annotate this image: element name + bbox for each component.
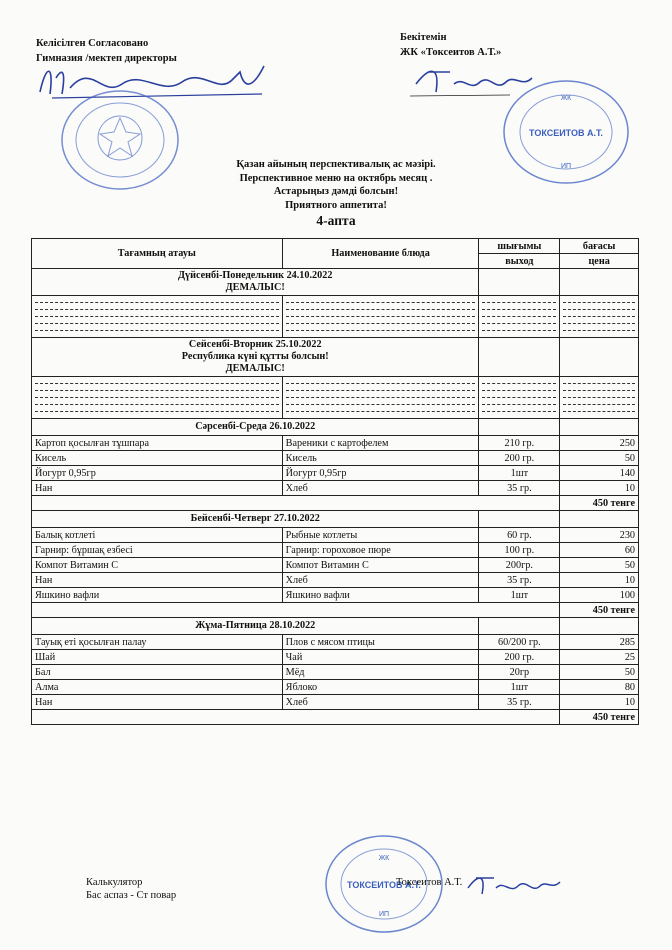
dish-kz: Тауық еті қосылған палау — [32, 635, 283, 650]
table-row — [32, 650, 639, 665]
calculator-label: Калькулятор — [86, 877, 143, 888]
seal-center-text: ТОКСЕИТОВ А.Т. — [347, 880, 421, 890]
dish-kz: Шай — [32, 650, 283, 665]
dish-price: 10 — [560, 695, 639, 710]
table-row — [32, 665, 639, 680]
seal-top-text: ЖК — [378, 855, 390, 862]
day-header-monday — [32, 269, 639, 296]
empty-rows-monday — [32, 296, 639, 338]
dish-ru: Компот Витамин С — [282, 558, 479, 573]
dish-kz: Бал — [32, 665, 283, 680]
chef-label: Бас аспаз - Ст повар — [86, 890, 177, 901]
day-title: Жұма-Пятница 28.10.2022 — [32, 618, 479, 635]
table-row — [32, 528, 639, 543]
dish-price: 60 — [560, 543, 639, 558]
dish-price: 100 — [560, 588, 639, 603]
dish-price: 10 — [560, 481, 639, 496]
total-row — [32, 496, 639, 511]
table-header-row — [32, 239, 639, 254]
approval-block-right — [400, 30, 501, 60]
total-row — [32, 710, 639, 725]
menu-titles — [0, 158, 672, 228]
holiday-greeting: Республика күні құтты болсын! — [181, 351, 329, 362]
col-header-price-ru: цена — [560, 254, 639, 269]
total-row — [32, 603, 639, 618]
dish-ru: Яблоко — [282, 680, 479, 695]
dish-price: 25 — [560, 650, 639, 665]
dish-price: 230 — [560, 528, 639, 543]
dish-ru: Хлеб — [282, 481, 479, 496]
dish-price: 80 — [560, 680, 639, 695]
table-row — [32, 680, 639, 695]
dish-kz: Балық котлеті — [32, 528, 283, 543]
dish-output: 35 гр. — [479, 695, 560, 710]
col-header-ru: Наименование блюда — [282, 239, 479, 269]
col-header-output-ru: выход — [479, 254, 560, 269]
day-header-thursday — [32, 511, 639, 528]
wish-ru: Приятного аппетита! — [285, 199, 387, 211]
seal-center-text: ТОКСЕИТОВ А.Т. — [529, 128, 603, 138]
day-header-friday — [32, 618, 639, 635]
dish-price: 50 — [560, 558, 639, 573]
dish-output: 35 гр. — [479, 481, 560, 496]
dish-output: 200 гр. — [479, 451, 560, 466]
col-header-price-kz: бағасы — [560, 239, 639, 254]
day-total: 450 тенге — [560, 710, 639, 725]
dish-output: 35 гр. — [479, 573, 560, 588]
dish-ru: Плов с мясом птицы — [282, 635, 479, 650]
day-title: Дүйсенбі-Понедельник 24.10.2022 — [178, 270, 333, 281]
dish-kz: Йогурт 0,95гр — [32, 466, 283, 481]
menu-table — [31, 238, 639, 725]
day-title: Сейсенбі-Вторник 25.10.2022 — [188, 339, 322, 350]
dish-output: 20гр — [479, 665, 560, 680]
footer-signature — [464, 870, 564, 900]
dish-kz: Картоп қосылған тұшпара — [32, 436, 283, 451]
holiday-note: ДЕМАЛЫС! — [225, 363, 285, 374]
day-title: Бейсенбі-Четверг 27.10.2022 — [32, 511, 479, 528]
dish-ru: Вареники с картофелем — [282, 436, 479, 451]
dish-output: 1шт — [479, 588, 560, 603]
empty-rows-tuesday — [32, 377, 639, 419]
seal-top-text: ЖК — [560, 95, 572, 102]
dish-kz: Нан — [32, 481, 283, 496]
title-kz: Қазан айының перспективалық ас мәзірі. — [236, 159, 436, 170]
footer-block — [86, 876, 176, 902]
dish-output: 210 гр. — [479, 436, 560, 451]
dish-output: 200 гр. — [479, 650, 560, 665]
table-row — [32, 558, 639, 573]
dish-kz: Гарнир: бұршақ езбесі — [32, 543, 283, 558]
wish-kz: Астарыңыз дәмді болсын! — [273, 186, 399, 197]
dish-price: 140 — [560, 466, 639, 481]
dish-price: 250 — [560, 436, 639, 451]
day-title: Сәрсенбі-Среда 26.10.2022 — [32, 419, 479, 436]
day-header-tuesday — [32, 338, 639, 377]
agreed-label: Келісілген Согласовано — [36, 38, 149, 49]
dish-output: 100 гр. — [479, 543, 560, 558]
dish-kz: Кисель — [32, 451, 283, 466]
dish-ru: Рыбные котлеты — [282, 528, 479, 543]
table-row — [32, 466, 639, 481]
dish-ru: Мёд — [282, 665, 479, 680]
dish-ru: Гарнир: гороховое пюре — [282, 543, 479, 558]
dish-ru: Хлеб — [282, 573, 479, 588]
approve-label: Бекітемін — [400, 32, 447, 43]
seal-bottom-text: ИП — [378, 911, 390, 918]
table-row — [32, 451, 639, 466]
col-header-kz: Тағамның атауы — [32, 239, 283, 269]
dish-price: 50 — [560, 451, 639, 466]
week-number: 4-апта — [316, 213, 356, 228]
dish-kz: Яшкино вафли — [32, 588, 283, 603]
table-row — [32, 573, 639, 588]
day-total: 450 тенге — [560, 603, 639, 618]
dish-ru: Хлеб — [282, 695, 479, 710]
dish-price: 285 — [560, 635, 639, 650]
dish-kz: Нан — [32, 695, 283, 710]
day-header-wednesday — [32, 419, 639, 436]
dish-output: 1шт — [479, 680, 560, 695]
table-row — [32, 481, 639, 496]
day-total: 450 тенге — [560, 496, 639, 511]
dish-ru: Кисель — [282, 451, 479, 466]
table-row — [32, 635, 639, 650]
dish-ru: Йогурт 0,95гр — [282, 466, 479, 481]
table-row — [32, 543, 639, 558]
dish-kz: Компот Витамин С — [32, 558, 283, 573]
dish-output: 60 гр. — [479, 528, 560, 543]
dish-kz: Нан — [32, 573, 283, 588]
table-row — [32, 695, 639, 710]
dish-output: 60/200 гр. — [479, 635, 560, 650]
dish-kz: Алма — [32, 680, 283, 695]
table-row — [32, 588, 639, 603]
dish-ru: Чай — [282, 650, 479, 665]
ip-name-label: ЖК «Токсеитов А.Т.» — [400, 47, 502, 58]
seal-bottom-text: ИП — [560, 163, 572, 170]
col-header-output-kz: шығымы — [479, 239, 560, 254]
dish-price: 10 — [560, 573, 639, 588]
dish-ru: Яшкино вафли — [282, 588, 479, 603]
dish-output: 1шт — [479, 466, 560, 481]
dish-price: 50 — [560, 665, 639, 680]
title-ru: Перспективное меню на октябрь месяц . — [239, 172, 433, 184]
holiday-note: ДЕМАЛЫС! — [225, 282, 285, 293]
footer-name: Токсеитов А.Т. — [396, 877, 463, 888]
dish-output: 200гр. — [479, 558, 560, 573]
director-label: Гимназия /мектеп директоры — [36, 53, 177, 64]
table-row — [32, 436, 639, 451]
